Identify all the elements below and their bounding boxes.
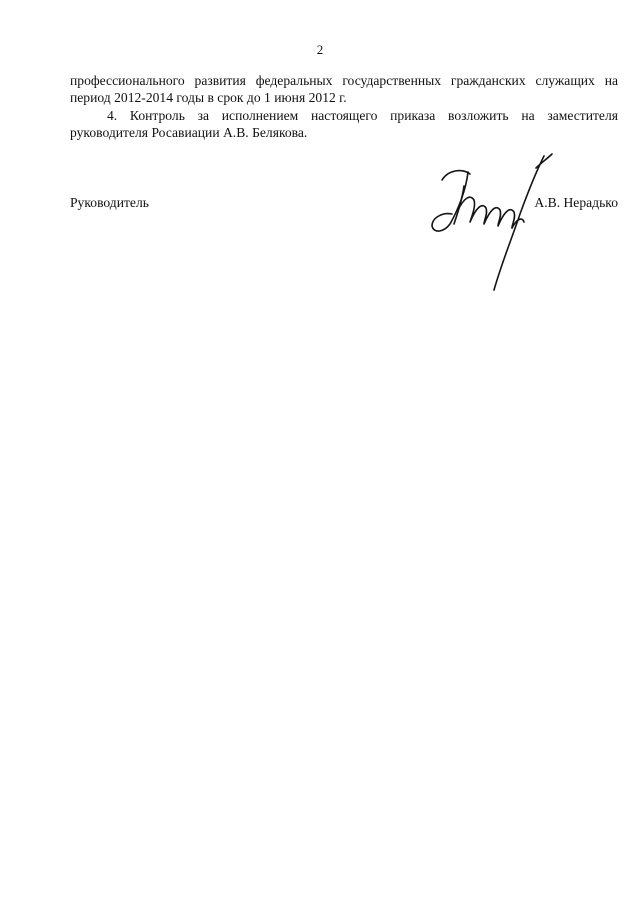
paragraph-continuation: профессионального развития федеральных государственных гражданских служащих на период 2012-2014 годы в срок до 1 июня 2012 г. xyxy=(70,73,618,106)
signer-title: Руководитель xyxy=(70,195,149,210)
handwritten-signature xyxy=(424,150,554,295)
signer-name: А.В. Нерадько xyxy=(534,195,618,210)
paragraph-item-4: 4. Контроль за исполнением настоящего приказа возложить на заместителя руководителя Росавиации А.В. Белякова. xyxy=(70,107,618,141)
page-number: 2 xyxy=(316,42,324,57)
document-body xyxy=(70,72,618,142)
